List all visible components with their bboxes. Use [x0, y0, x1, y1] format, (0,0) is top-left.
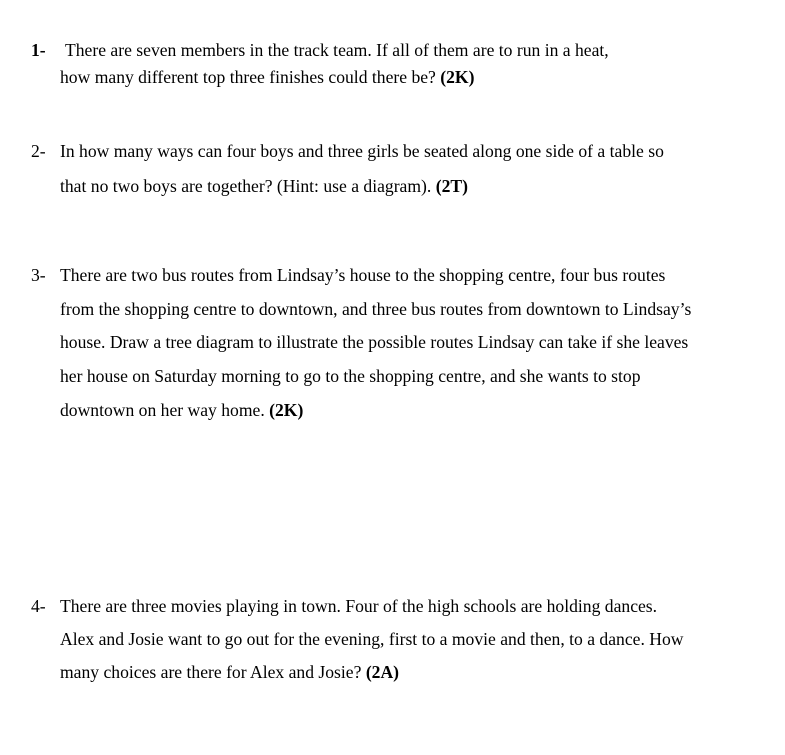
- question-text-line: how many different top three finishes could there be? (2K): [60, 67, 475, 87]
- question-text-line: downtown on her way home. (2K): [60, 400, 304, 420]
- question-text-line: There are seven members in the track team. If all of them are to run in a heat,: [65, 40, 609, 60]
- question-number: 3-: [31, 265, 46, 285]
- question-text-line: many choices are there for Alex and Josie? (2A): [60, 662, 400, 682]
- marks-tag: (2K): [440, 67, 475, 87]
- question-text-line: her house on Saturday morning to go to the shopping centre, and she wants to stop: [60, 366, 641, 386]
- question-text-line: from the shopping centre to downtown, and three bus routes from downtown to Lindsay’s: [60, 299, 692, 319]
- marks-tag: (2T): [435, 176, 468, 196]
- marks-tag: (2K): [269, 400, 304, 420]
- question-text-line: house. Draw a tree diagram to illustrate the possible routes Lindsay can take if she leaves: [60, 332, 689, 352]
- marks-tag: (2A): [365, 662, 400, 682]
- question-text-line: that no two boys are together? (Hint: use a diagram). (2T): [60, 176, 468, 196]
- question-text-line: In how many ways can four boys and three girls be seated along one side of a table so: [60, 141, 664, 161]
- question-number: 2-: [31, 141, 46, 161]
- question-number: 4-: [31, 596, 46, 616]
- question-text-line: There are two bus routes from Lindsay’s house to the shopping centre, four bus routes: [60, 265, 666, 285]
- question-text-line: Alex and Josie want to go out for the evening, first to a movie and then, to a dance. How: [60, 629, 684, 649]
- question-number: 1-: [31, 40, 46, 60]
- question-text-line: There are three movies playing in town. Four of the high schools are holding dances.: [60, 596, 658, 616]
